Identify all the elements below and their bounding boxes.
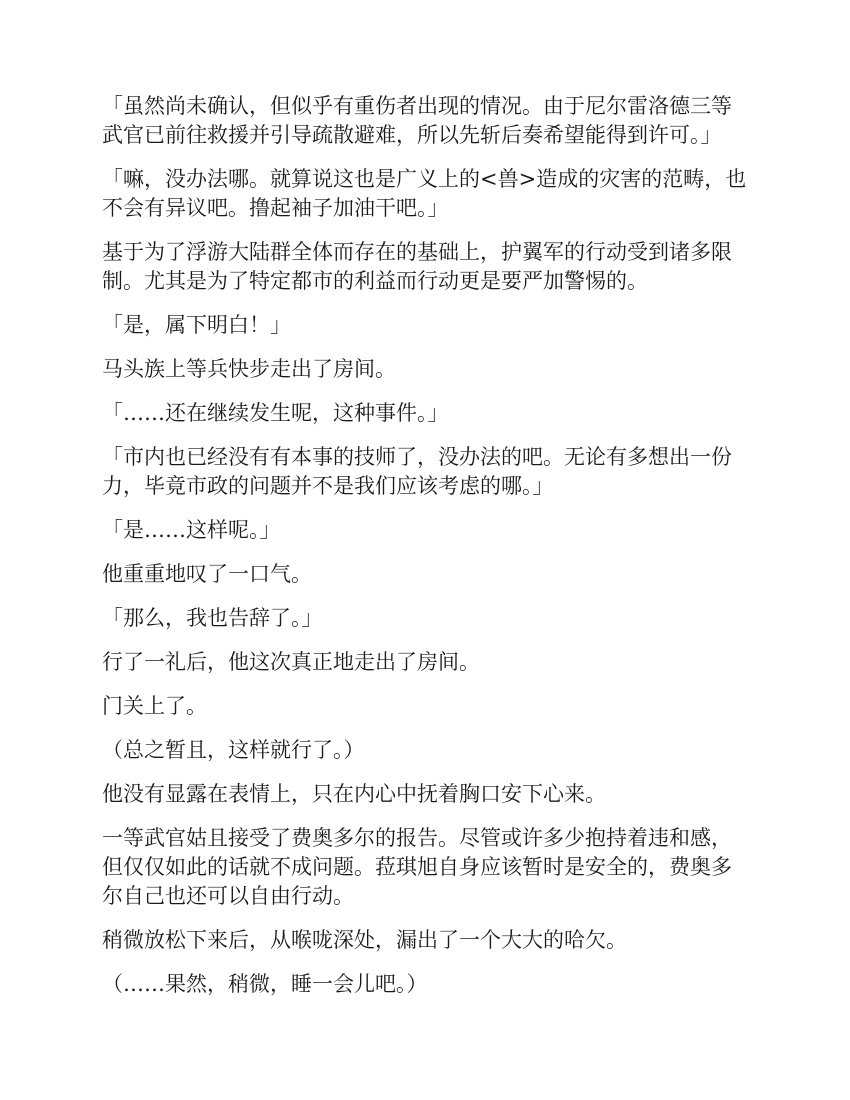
paragraph: 「市内也已经没有有本事的技师了，没办法的吧。无论有多想出一份力，毕竟市政的问题并不是我们应该考虑的哪。」 [102,445,732,498]
paragraph: 行了一礼后，他这次真正地走出了房间。 [102,650,480,674]
document-body [102,92,750,1014]
paragraph: （……果然，稍微，睡一会儿吧。） [102,972,428,996]
paragraph: 「是，属下明白！」 [102,313,291,337]
paragraph: 「那么，我也告辞了。」 [102,606,323,630]
paragraph: 「是……这样呢。」 [102,518,281,542]
paragraph: （总之暂且，这样就行了。） [102,738,365,762]
paragraph: 「嘛，没办法哪。就算说这也是广义上的<兽>造成的灾害的范畴，也不会有异议吧。撸起袖子加油干吧。」 [102,167,747,220]
paragraph: 门关上了。 [102,694,207,718]
paragraph: 马头族上等兵快步走出了房间。 [102,357,396,381]
paragraph: 「……还在继续发生呢，这种事件。」 [102,401,449,425]
paragraph: 他重重地叹了一口气。 [102,562,312,586]
paragraph: 他没有显露在表情上，只在内心中抚着胸口安下心来。 [102,782,606,806]
paragraph: 一等武官姑且接受了费奥多尔的报告。尽管或许多少抱持着违和感，但仅仅如此的话就不成问题。菈琪旭自身应该暂时是安全的，费奥多尔自己也还可以自由行动。 [102,826,732,908]
paragraph: 基于为了浮游大陆群全体而存在的基础上，护翼军的行动受到诸多限制。尤其是为了特定都市的利益而行动更是要严加警惕的。 [102,240,732,293]
paragraph: 稍微放松下来后，从喉咙深处，漏出了一个大大的哈欠。 [102,928,627,952]
paragraph: 「虽然尚未确认，但似乎有重伤者出现的情况。由于尼尔雷洛德三等武官已前往救援并引导疏散避难，所以先斩后奏希望能得到许可。」 [102,94,732,147]
